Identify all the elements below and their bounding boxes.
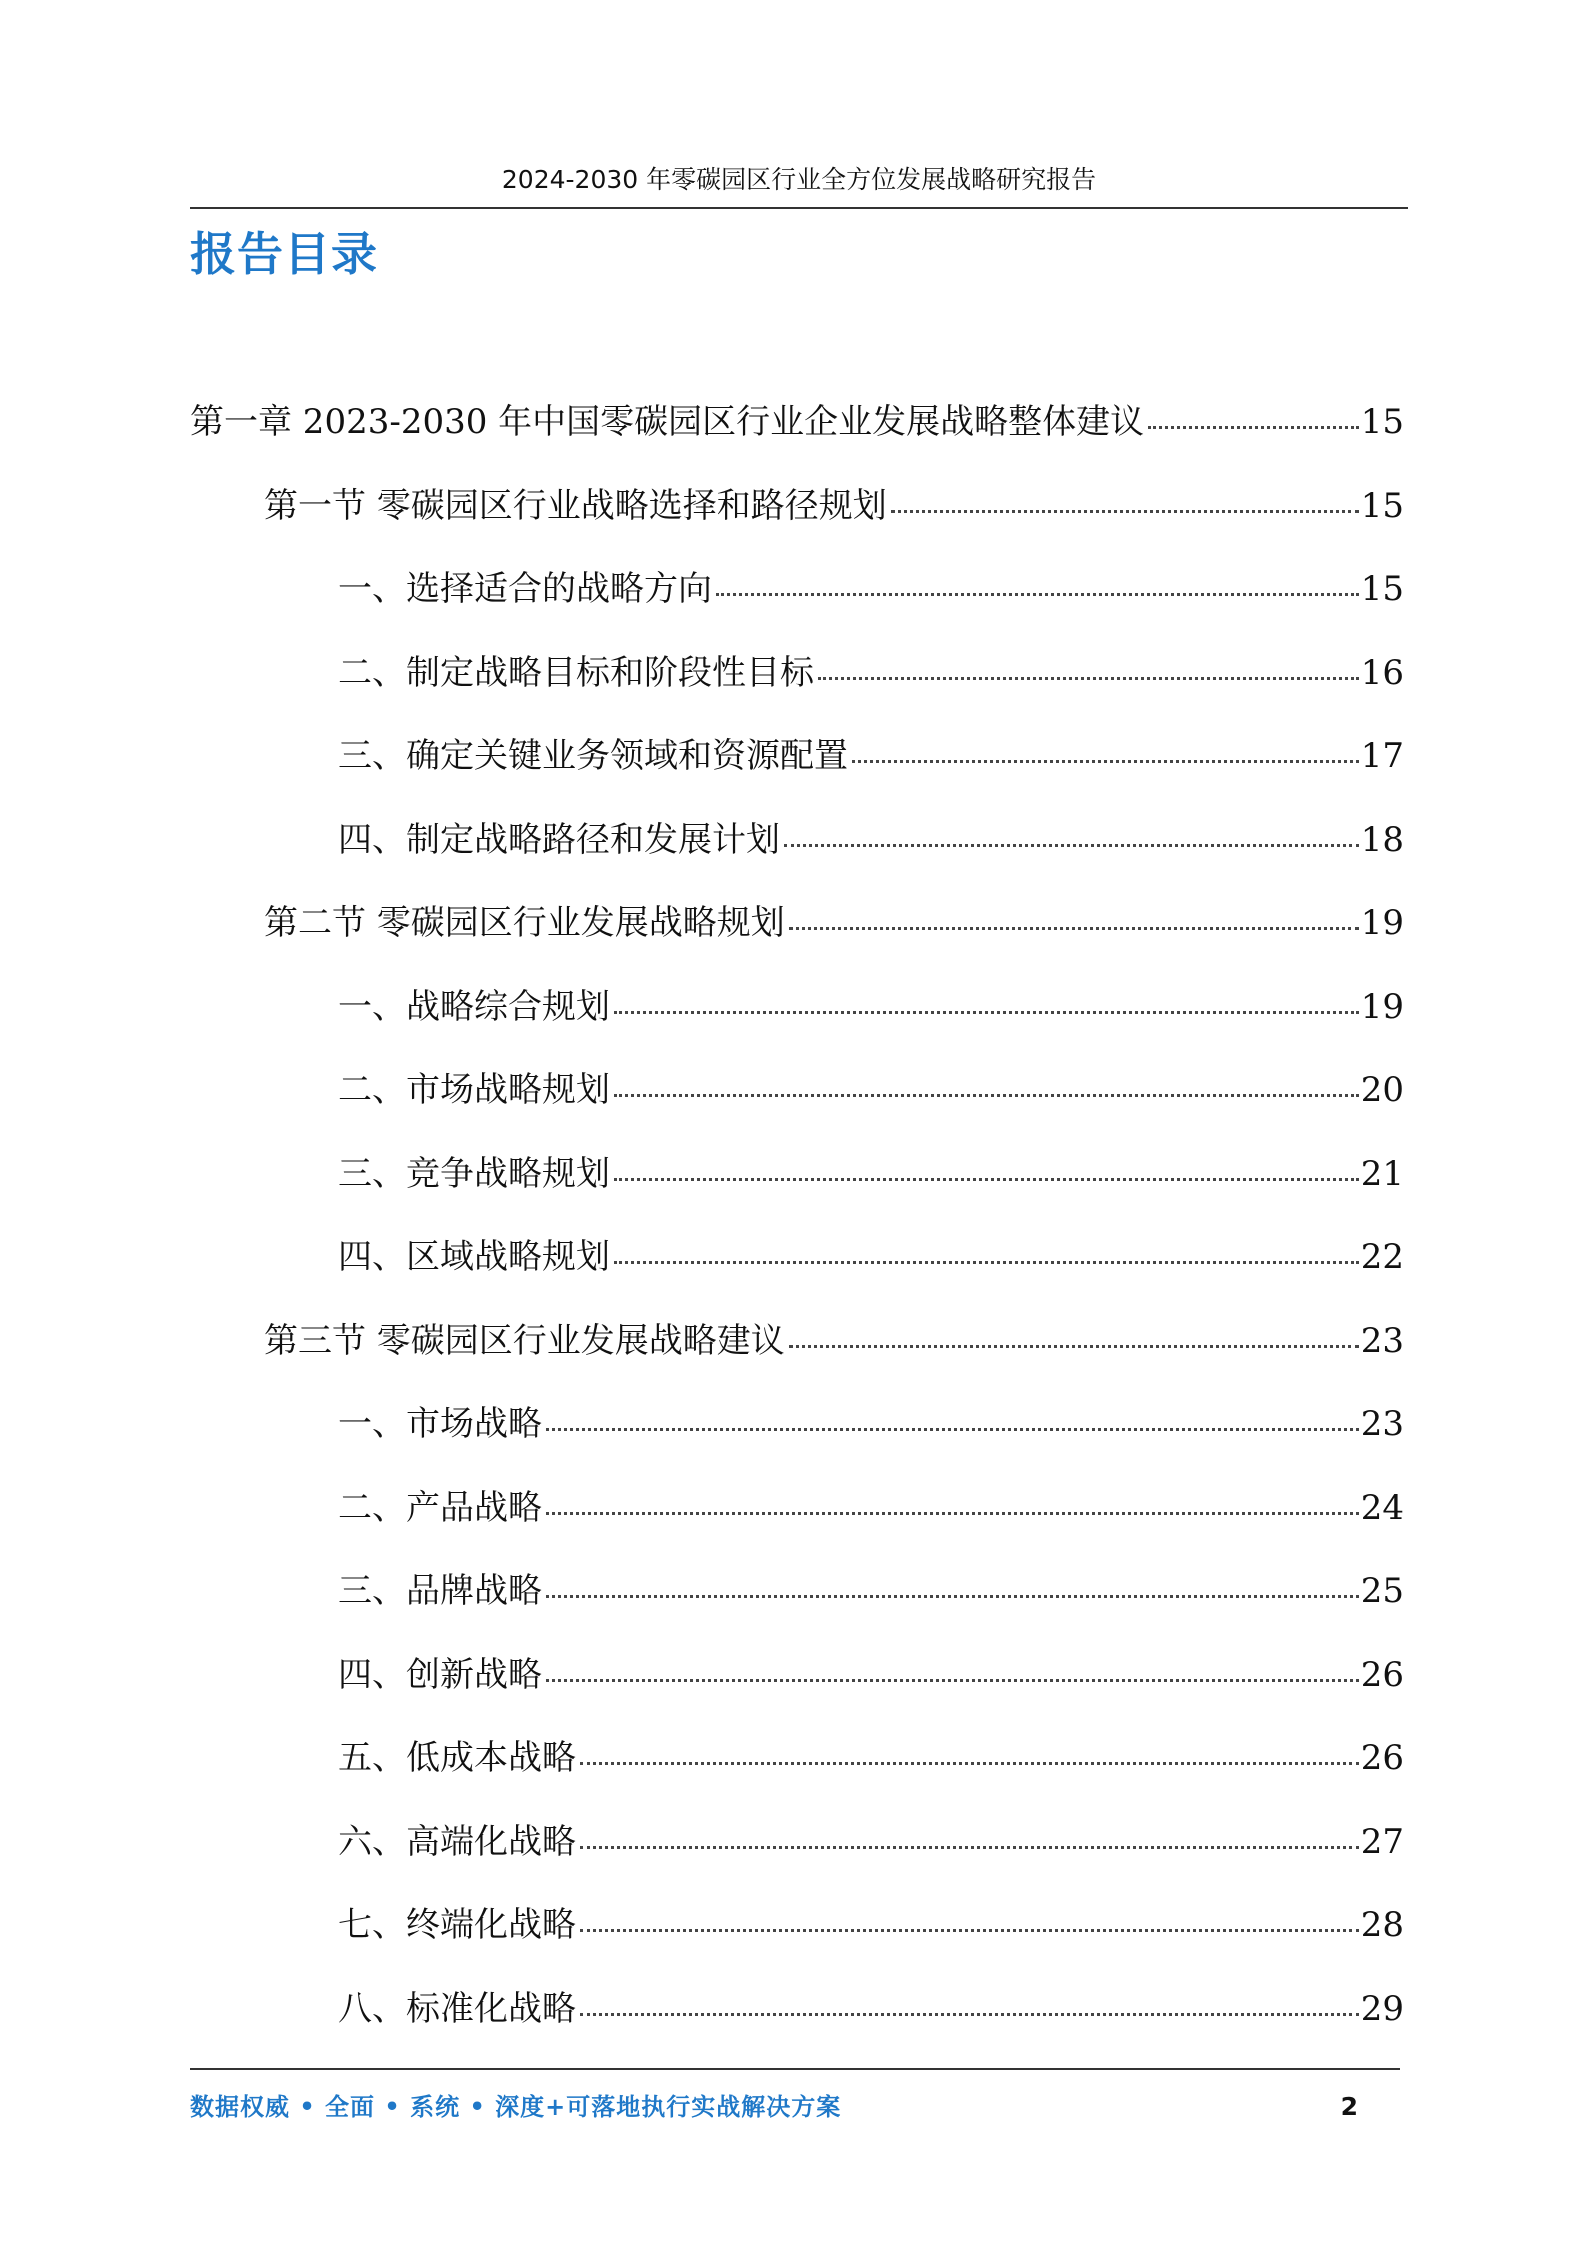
- toc-entry-page: 23: [1360, 1320, 1404, 1361]
- toc-entry[interactable]: [190, 1482, 1404, 1566]
- toc-entry[interactable]: [190, 1732, 1404, 1816]
- toc-dot-leader: [546, 1428, 1359, 1431]
- toc-dot-leader: [546, 1679, 1359, 1682]
- toc-entry-text: 第三节 零碳园区行业发展战略建议: [264, 1320, 785, 1361]
- toc-dot-leader: [580, 1762, 1359, 1765]
- toc-entry[interactable]: [190, 1148, 1404, 1232]
- toc-entry[interactable]: [190, 1064, 1404, 1148]
- toc-entry[interactable]: [190, 1983, 1404, 2067]
- toc-entry-page: 15: [1360, 485, 1404, 526]
- toc-dot-leader: [789, 927, 1359, 930]
- toc-entry-page: 19: [1360, 986, 1404, 1027]
- toc-entry-text: 一、市场战略: [338, 1404, 542, 1444]
- toc-dot-leader: [716, 593, 1359, 596]
- toc-entry-page: 26: [1360, 1738, 1404, 1778]
- toc-dot-leader: [580, 1846, 1359, 1849]
- toc-entry[interactable]: [190, 814, 1404, 898]
- toc-entry-text: 四、制定战略路径和发展计划: [338, 819, 780, 860]
- toc-entry-text: 三、品牌战略: [338, 1571, 542, 1611]
- toc-entry-text: 三、竞争战略规划: [338, 1153, 610, 1194]
- toc-entry-page: 28: [1360, 1905, 1404, 1945]
- toc-entry-page: 24: [1360, 1487, 1404, 1528]
- toc-dot-leader: [614, 1011, 1359, 1014]
- toc-entry[interactable]: [190, 1231, 1404, 1315]
- toc-entry-text: 第一章 2023-2030 年中国零碳园区行业企业发展战略整体建议: [190, 402, 1145, 442]
- toc-dot-leader: [614, 1261, 1359, 1264]
- toc-title: 报告目录: [190, 227, 378, 281]
- toc-dot-leader: [546, 1512, 1359, 1515]
- toc-entry-text: 七、终端化战略: [338, 1905, 576, 1945]
- toc-entry-text: 三、确定关键业务领域和资源配置: [338, 736, 848, 776]
- toc-dot-leader: [614, 1178, 1359, 1181]
- toc-dot-leader: [891, 510, 1359, 513]
- toc-entry-page: 16: [1360, 652, 1404, 693]
- toc-entry[interactable]: [190, 647, 1404, 731]
- toc-dot-leader: [546, 1595, 1359, 1598]
- toc-entry-page: 27: [1360, 1821, 1404, 1862]
- toc-entry[interactable]: [190, 1649, 1404, 1733]
- header-divider: [190, 207, 1408, 209]
- toc-entry[interactable]: [190, 897, 1404, 981]
- toc-entry-page: 20: [1360, 1070, 1404, 1110]
- toc-entry-page: 23: [1360, 1404, 1404, 1444]
- toc-entry-page: 17: [1360, 736, 1404, 776]
- toc-entry[interactable]: [190, 1315, 1404, 1399]
- toc-entry-text: 四、区域战略规划: [338, 1237, 610, 1277]
- toc-entry-page: 15: [1360, 402, 1404, 442]
- toc-dot-leader: [1148, 426, 1359, 429]
- toc-entry[interactable]: [190, 396, 1404, 480]
- toc-entry-text: 一、战略综合规划: [338, 986, 610, 1027]
- footer-slogan: 数据权威 • 全面 • 系统 • 深度+可落地执行实战解决方案: [190, 2092, 842, 2121]
- toc-dot-leader: [818, 677, 1359, 680]
- toc-entry-text: 二、制定战略目标和阶段性目标: [338, 652, 814, 693]
- toc-entry-page: 25: [1360, 1571, 1404, 1611]
- toc-entry[interactable]: [190, 1398, 1404, 1482]
- running-header: 2024-2030 年零碳园区行业全方位发展战略研究报告: [501, 165, 1097, 194]
- toc-dot-leader: [614, 1094, 1359, 1097]
- toc-entry-text: 六、高端化战略: [338, 1821, 576, 1862]
- toc-entry-text: 四、创新战略: [338, 1654, 542, 1695]
- toc-entry-page: 19: [1360, 903, 1404, 943]
- toc-entry[interactable]: [190, 981, 1404, 1065]
- toc-entry-page: 29: [1360, 1988, 1404, 2029]
- table-of-contents: [190, 396, 1404, 2066]
- toc-entry-page: 26: [1360, 1654, 1404, 1695]
- toc-entry-text: 第二节 零碳园区行业发展战略规划: [264, 903, 785, 943]
- toc-entry[interactable]: [190, 1565, 1404, 1649]
- toc-entry-text: 二、市场战略规划: [338, 1070, 610, 1110]
- footer-divider: [190, 2068, 1400, 2070]
- toc-dot-leader: [784, 844, 1359, 847]
- toc-entry-text: 五、低成本战略: [338, 1738, 576, 1778]
- toc-dot-leader: [580, 1929, 1359, 1932]
- toc-entry-text: 八、标准化战略: [338, 1988, 576, 2029]
- toc-entry-page: 22: [1360, 1237, 1404, 1277]
- toc-entry-text: 二、产品战略: [338, 1487, 542, 1528]
- toc-entry-text: 一、选择适合的战略方向: [338, 569, 712, 609]
- toc-dot-leader: [580, 2013, 1359, 2016]
- toc-entry[interactable]: [190, 1816, 1404, 1900]
- toc-entry[interactable]: [190, 480, 1404, 564]
- toc-entry[interactable]: [190, 730, 1404, 814]
- toc-entry-page: 15: [1360, 569, 1404, 609]
- toc-entry[interactable]: [190, 563, 1404, 647]
- toc-entry-text: 第一节 零碳园区行业战略选择和路径规划: [264, 485, 887, 526]
- toc-entry-page: 18: [1360, 819, 1404, 860]
- footer-page-number: 2: [1340, 2092, 1358, 2121]
- toc-dot-leader: [852, 760, 1359, 763]
- toc-entry-page: 21: [1360, 1153, 1404, 1194]
- toc-dot-leader: [789, 1345, 1359, 1348]
- toc-entry[interactable]: [190, 1899, 1404, 1983]
